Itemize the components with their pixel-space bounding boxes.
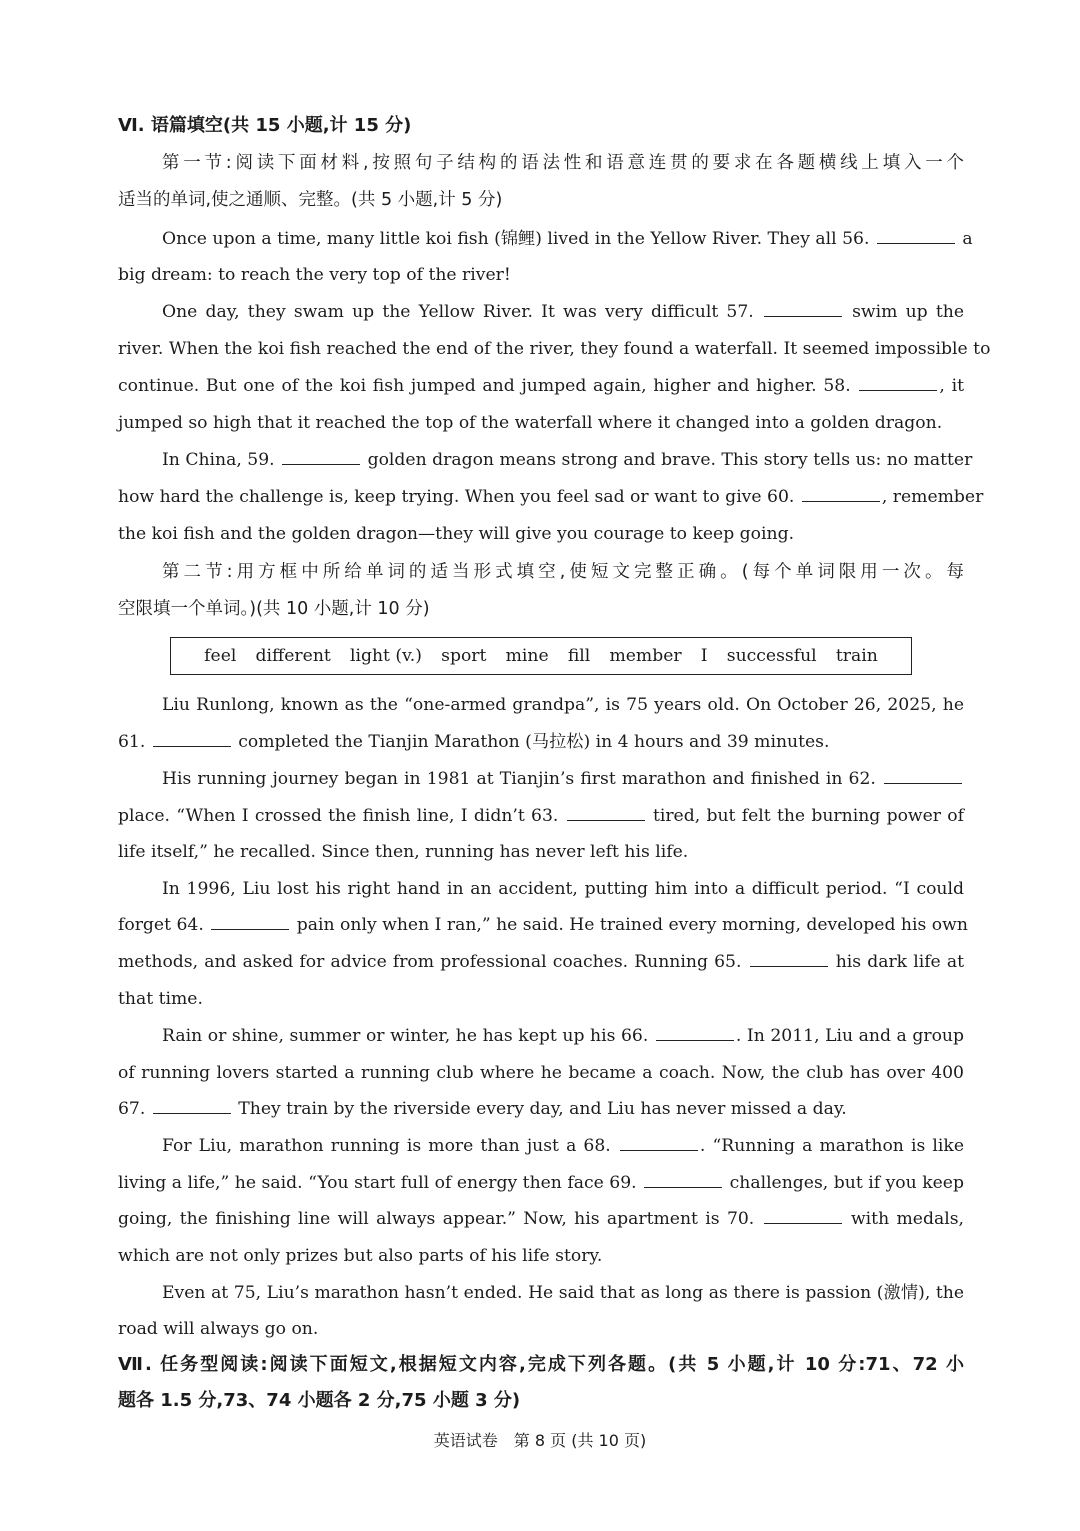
answer-blank-58[interactable] <box>859 374 937 391</box>
answer-blank-66[interactable] <box>656 1024 734 1041</box>
passage-2-line: going, the finishing line will always appear.” Now, his apartment is 70. with medals, <box>118 1209 964 1229</box>
word-bank-item: train <box>835 646 878 666</box>
passage-1-line: One day, they swam up the Yellow River. It was very difficult 57. swim up the <box>162 302 964 322</box>
passage-2-line: which are not only prizes but also parts of his life story. <box>118 1246 603 1266</box>
word-bank-item: light (v.) <box>349 646 422 666</box>
answer-blank-64[interactable] <box>211 913 289 930</box>
word-bank-item: feel <box>204 646 237 666</box>
passage-2-line: of running lovers started a running club where he became a coach. Now, the club has over 400 <box>118 1063 964 1083</box>
part-1-instructions-line-2: 适当的单词,使之通顺、完整。(共 5 小题,计 5 分) <box>118 190 503 210</box>
word-bank-item: mine <box>505 646 549 666</box>
answer-blank-63[interactable] <box>567 804 645 821</box>
answer-blank-69[interactable] <box>644 1171 722 1188</box>
passage-2-line: that time. <box>118 989 203 1009</box>
answer-blank-57[interactable] <box>764 300 842 317</box>
passage-1-line: jumped so high that it reached the top of the waterfall where it changed into a golden dragon. <box>118 413 943 433</box>
section-7-title-line-1: Ⅶ. 任务型阅读:阅读下面短文,根据短文内容,完成下列各题。(共 5 小题,计 10 分:71、72 小 <box>118 1354 964 1375</box>
section-7-title-line-2: 题各 1.5 分,73、74 小题各 2 分,75 小题 3 分) <box>118 1390 521 1411</box>
passage-2-line: road will always go on. <box>118 1319 319 1339</box>
answer-blank-56[interactable] <box>877 227 955 244</box>
passage-2-line: Liu Runlong, known as the “one-armed grandpa”, is 75 years old. On October 26, 2025, he <box>162 695 964 715</box>
word-bank-item: sport <box>441 646 487 666</box>
passage-2-line: Even at 75, Liu’s marathon hasn’t ended. He said that as long as there is passion (激情), the <box>162 1283 964 1303</box>
passage-2-line: methods, and asked for advice from professional coaches. Running 65. his dark life at <box>118 952 965 972</box>
part-1-instructions-line-1: 第一节:阅读下面材料,按照句子结构的语法性和语意连贯的要求在各题横线上填入一个 <box>162 153 964 173</box>
part-2-instructions-line-1: 第二节:用方框中所给单词的适当形式填空,使短文完整正确。(每个单词限用一次。每 <box>162 562 964 582</box>
answer-blank-67[interactable] <box>153 1097 231 1114</box>
passage-1-line: the koi fish and the golden dragon—they will give you courage to keep going. <box>118 524 795 544</box>
passage-1-line: how hard the challenge is, keep trying. When you feel sad or want to give 60. , remember <box>118 487 984 507</box>
answer-blank-61[interactable] <box>153 730 231 747</box>
word-bank-item: member <box>609 646 682 666</box>
passage-1-line: big dream: to reach the very top of the river! <box>118 265 511 285</box>
passage-2-line: living a life,” he said. “You start full of energy then face 69. challenges, but if you keep <box>118 1173 964 1193</box>
word-bank-box <box>170 637 912 675</box>
passage-1-line: river. When the koi fish reached the end of the river, they found a waterfall. It seemed impossible to <box>118 339 991 359</box>
page-footer: 英语试卷 第 8 页 (共 10 页) <box>433 1431 647 1450</box>
part-2-instructions-line-2: 空限填一个单词。)(共 10 小题,计 10 分) <box>118 599 430 619</box>
answer-blank-59[interactable] <box>282 448 360 465</box>
passage-2-line: Rain or shine, summer or winter, he has kept up his 66. . In 2011, Liu and a group <box>162 1026 965 1046</box>
passage-2-line: life itself,” he recalled. Since then, running has never left his life. <box>118 842 689 862</box>
word-bank-item: different <box>255 646 331 666</box>
passage-2-line: forget 64. pain only when I ran,” he said. He trained every morning, developed his own <box>118 915 968 935</box>
word-bank-item: fill <box>567 646 591 666</box>
passage-2-line: His running journey began in 1981 at Tianjin’s first marathon and finished in 62. <box>162 767 964 791</box>
passage-2-line: For Liu, marathon running is more than just a 68. . “Running a marathon is like <box>162 1136 964 1156</box>
passage-2-line: place. “When I crossed the finish line, I didn’t 63. tired, but felt the burning power of <box>118 806 965 826</box>
passage-1-line: continue. But one of the koi fish jumped and jumped again, higher and higher. 58. , it <box>118 376 964 396</box>
passage-1-line: In China, 59. golden dragon means strong and brave. This story tells us: no matter <box>162 450 973 470</box>
word-bank-item: successful <box>726 646 817 666</box>
answer-blank-60[interactable] <box>802 485 880 502</box>
passage-2-line: 61. completed the Tianjin Marathon (马拉松) in 4 hours and 39 minutes. <box>118 732 830 752</box>
answer-blank-68[interactable] <box>620 1134 698 1151</box>
passage-2-line: In 1996, Liu lost his right hand in an accident, putting him into a difficult period. “I could <box>162 879 964 899</box>
passage-2-line: 67. They train by the riverside every day, and Liu has never missed a day. <box>118 1099 847 1119</box>
passage-1-line: Once upon a time, many little koi fish (锦鲤) lived in the Yellow River. They all 56. a <box>162 229 973 249</box>
section-6-title: Ⅵ. 语篇填空(共 15 小题,计 15 分) <box>118 115 412 136</box>
word-bank-item: I <box>700 646 708 666</box>
answer-blank-62[interactable] <box>884 767 962 784</box>
answer-blank-65[interactable] <box>750 950 828 967</box>
answer-blank-70[interactable] <box>764 1207 842 1224</box>
